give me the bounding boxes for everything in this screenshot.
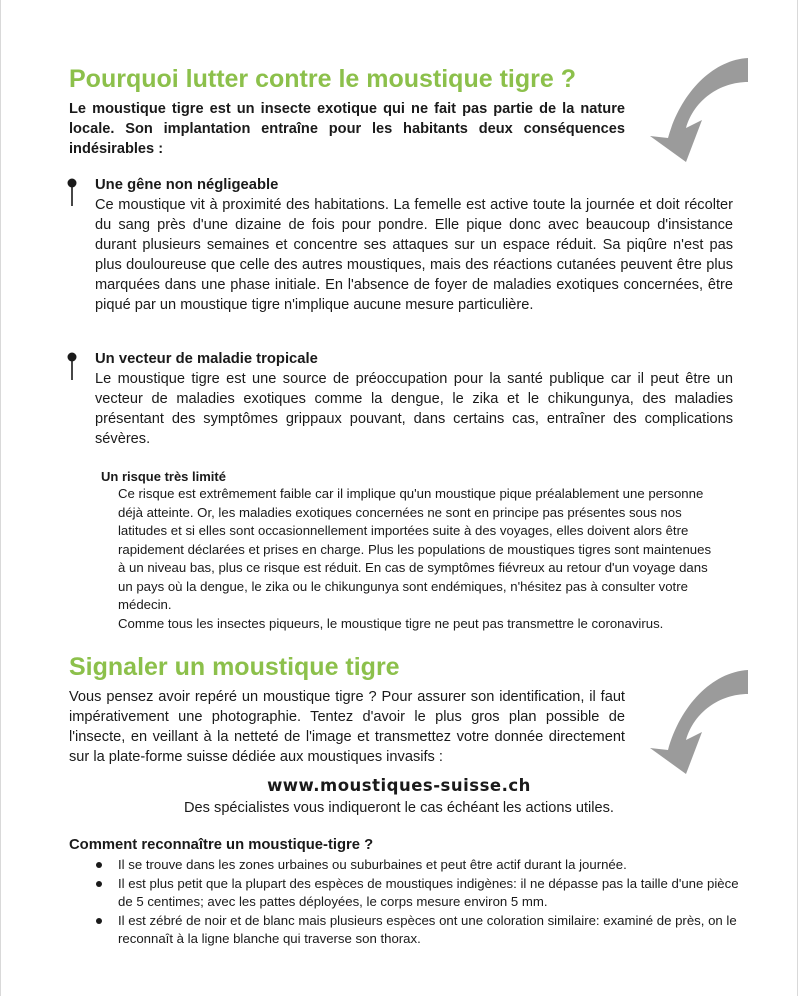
- specialists-note: Des spécialistes vous indiqueront le cas échéant les actions utiles.: [184, 800, 614, 816]
- risk-text: Ce risque est extrêmement faible car il implique qu'un moustique pique préalablement une personne déjà atteinte. Or, les maladies exotiques concernées ne sont en principe pas présentes sous nos latitudes et si elles sont occasionnellement importées suite à des voyages, elles doivent alors être rapidement déclarées et prises en charge. Plus les populations de moustiques tigres sont maintenues à un niveau bas, plus ce risque est réduit. En cas de symptômes fiévreux au retour d'un voyage dans un pays où la dengue, le zika ou le chikungunya sont endémiques, n'hésitez pas à consulter votre médecin.: [118, 486, 712, 612]
- bullet-text-nuisance: Ce moustique vit à proximité des habitations. La femelle est active toute la journée et doit récolter du sang près d'une dizaine de fois pour pondre. Elle pique donc avec beaucoup d'insistance durant plusieurs semaines et concentre ses attaques sur un espace réduit. Sa piqûre n'est pas plus douloureuse que celle des autres moustiques, mais des réactions cutanées peuvent être plus marquées dans une phase initiale. En l'absence de foyer de maladies exotiques concernées, être piqué par un moustique tigre n'implique aucune mesure particulière.: [95, 197, 733, 313]
- curved-arrow-icon: [650, 670, 748, 778]
- bullet-dot-icon: [96, 862, 102, 868]
- list-item: Il se trouve dans les zones urbaines ou suburbaines et peut être actif durant la journée.: [94, 856, 756, 874]
- risk-heading: Un risque très limité: [101, 469, 226, 484]
- curved-arrow-icon: [650, 58, 748, 166]
- pin-bullet-icon: [67, 352, 77, 382]
- page-border-left: [0, 0, 1, 996]
- coronavirus-note: Comme tous les insectes piqueurs, le moustique tigre ne peut pas transmettre le coronavirus.: [118, 615, 664, 631]
- report-paragraph: Vous pensez avoir repéré un moustique tigre ? Pour assurer son identification, il faut impérativement une photographie. Tentez d'avoir le plus gros plan possible de l'insecte, en veillant à la netteté de l'image et transmettez votre donnée directement sur la plate-forme suisse dédiée aux moustiques invasifs :: [69, 689, 625, 765]
- recognition-list: [94, 856, 756, 949]
- bullet-dot-icon: [96, 881, 102, 887]
- bullet-heading-vector: Un vecteur de maladie tropicale: [95, 351, 318, 367]
- how-to-recognize-heading: Comment reconnaître un moustique-tigre ?: [69, 837, 374, 853]
- section-title-report: Signaler un moustique tigre: [69, 653, 400, 681]
- pin-bullet-icon: [67, 178, 77, 208]
- website-link[interactable]: www.moustiques-suisse.ch: [267, 776, 531, 795]
- risk-block: [118, 485, 718, 633]
- intro-paragraph: Le moustique tigre est un insecte exotique qui ne fait pas partie de la nature locale. Son implantation entraîne pour les habitants deux conséquences indésirables :: [69, 101, 625, 157]
- list-item: Il est zébré de noir et de blanc mais plusieurs espèces ont une coloration similaire: examiné de près, on le reconnaît à la ligne blanche qui traverse son thorax.: [94, 912, 756, 948]
- bullet-dot-icon: [96, 918, 102, 924]
- section-title-why: Pourquoi lutter contre le moustique tigre ?: [69, 65, 576, 93]
- bullet-heading-nuisance: Une gêne non négligeable: [95, 177, 279, 193]
- bullet-text-vector: Le moustique tigre est une source de préoccupation pour la santé publique car il peut être un vecteur de maladies exotiques comme la dengue, le zika et le chikungunya, des maladies présentant des symptômes grippaux pouvant, dans certains cas, entraîner des complications sévères.: [95, 371, 733, 447]
- list-item: Il est plus petit que la plupart des espèces de moustiques indigènes: il ne dépasse pas la taille d'une pièce de 5 centimes; avec les pattes déployées, le corps mesure environ 5 mm.: [94, 875, 756, 911]
